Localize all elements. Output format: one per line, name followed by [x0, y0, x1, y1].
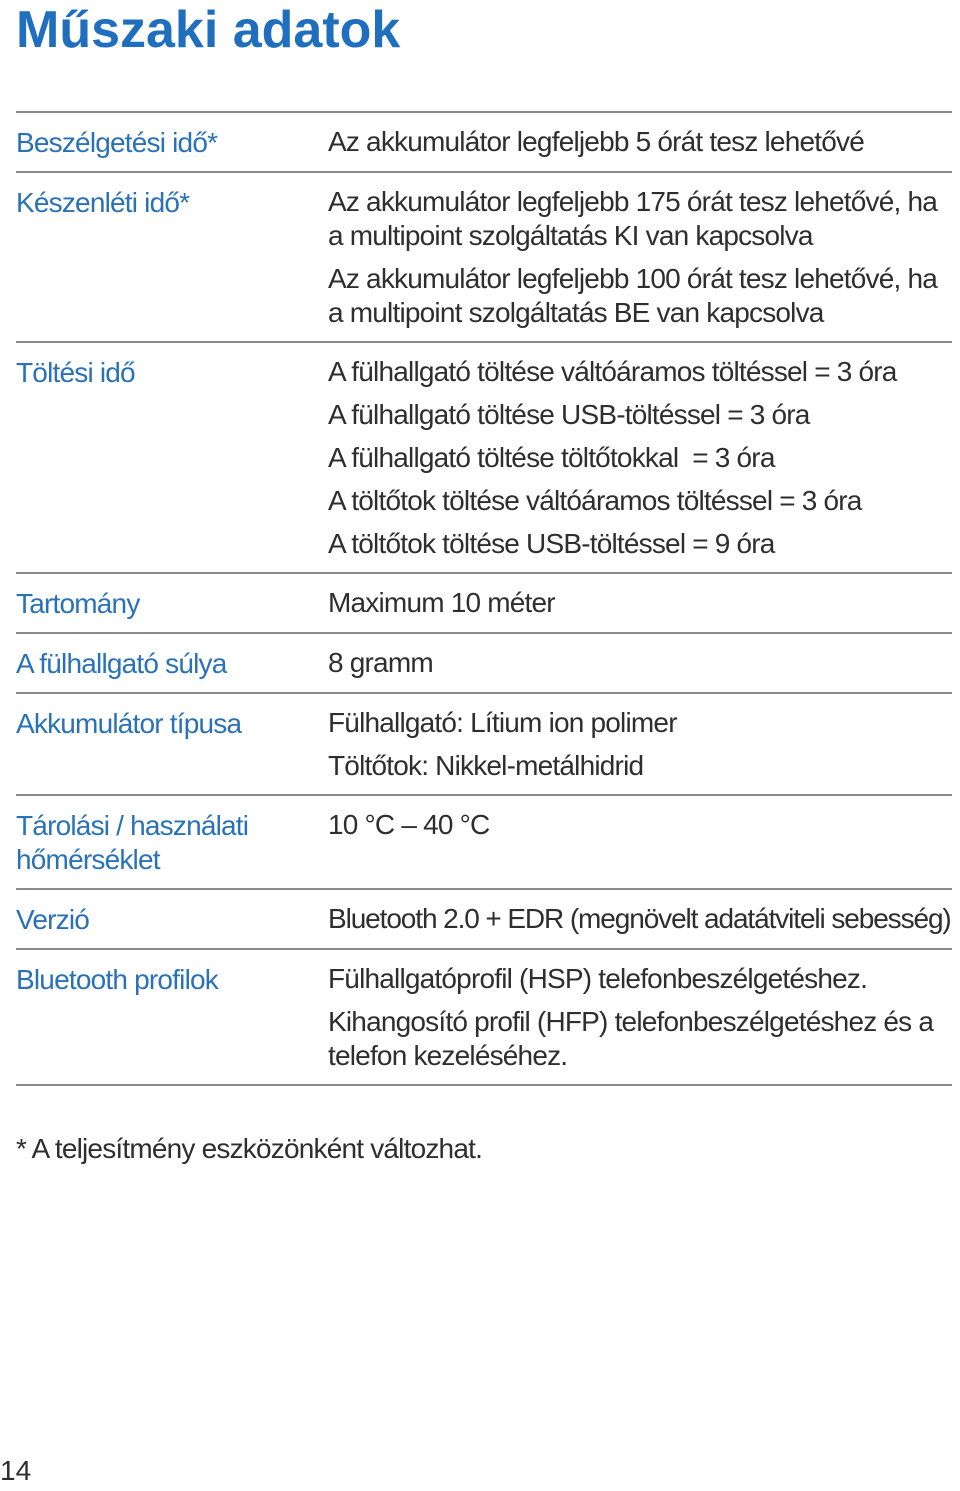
spec-values — [328, 125, 952, 160]
spec-value: 10 °C – 40 °C — [328, 809, 490, 840]
spec-value: Fülhallgatóprofil (HSP) telefonbeszélgetéshez. — [328, 963, 868, 994]
spec-value: A fülhallgató töltése váltóáramos töltéssel = 3 óra — [328, 356, 897, 387]
spec-label: Tárolási / használati hőmérséklet — [16, 810, 249, 875]
spec-values — [328, 586, 952, 621]
spec-value: Az akkumulátor legfeljebb 5 órát tesz lehetővé — [328, 126, 864, 157]
spec-value: Fülhallgató: Lítium ion polimer — [328, 707, 677, 738]
spec-value: Kihangosító profil (HFP) telefonbeszélgetéshez és a telefon kezeléséhez. — [328, 1006, 934, 1071]
spec-label: Verzió — [16, 904, 90, 935]
spec-label: Beszélgetési idő* — [16, 127, 218, 158]
page-title: Műszaki adatok — [16, 1, 401, 59]
spec-value: Maximum 10 méter — [328, 587, 555, 618]
spec-row-standby-time — [16, 171, 952, 341]
spec-table — [16, 111, 952, 1086]
spec-row-bluetooth-profiles — [16, 948, 952, 1086]
spec-value: A töltőtok töltése váltóáramos töltéssel = 3 óra — [328, 485, 862, 516]
spec-label: Készenléti idő* — [16, 187, 190, 218]
spec-label: Akkumulátor típusa — [16, 708, 242, 739]
footnote: * A teljesítmény eszközönként változhat. — [16, 1133, 483, 1164]
spec-values — [328, 808, 952, 877]
spec-label: Töltési idő — [16, 357, 135, 388]
spec-value: A fülhallgató töltése töltőtokkal = 3 óra — [328, 442, 775, 473]
spec-values — [328, 706, 952, 783]
spec-row-charging-time — [16, 341, 952, 572]
spec-value: A fülhallgató töltése USB-töltéssel = 3 óra — [328, 399, 810, 430]
spec-values — [328, 962, 952, 1073]
spec-value: A töltőtok töltése USB-töltéssel = 9 óra — [328, 528, 775, 559]
spec-row-version — [16, 888, 952, 948]
spec-values — [328, 355, 952, 561]
spec-row-weight — [16, 632, 952, 692]
spec-values — [328, 185, 952, 330]
spec-row-temperature — [16, 794, 952, 888]
spec-value: Töltőtok: Nikkel-metálhidrid — [328, 750, 644, 781]
spec-label: Tartomány — [16, 588, 140, 619]
spec-value: Az akkumulátor legfeljebb 100 órát tesz lehetővé, ha a multipoint szolgáltatás BE van kapcsolva — [328, 263, 938, 328]
spec-row-talk-time — [16, 111, 952, 171]
spec-value: 8 gramm — [328, 647, 433, 678]
spec-row-battery-type — [16, 692, 952, 794]
spec-row-range — [16, 572, 952, 632]
spec-values — [328, 646, 952, 681]
spec-label: A fülhallgató súlya — [16, 648, 227, 679]
spec-value: Bluetooth 2.0 + EDR (megnövelt adatátviteli sebesség) — [328, 903, 951, 934]
spec-values — [328, 902, 952, 937]
page-number: 14 — [0, 1455, 32, 1486]
spec-label: Bluetooth profilok — [16, 964, 218, 995]
spec-value: Az akkumulátor legfeljebb 175 órát tesz lehetővé, ha a multipoint szolgáltatás KI van kapcsolva — [328, 186, 938, 251]
